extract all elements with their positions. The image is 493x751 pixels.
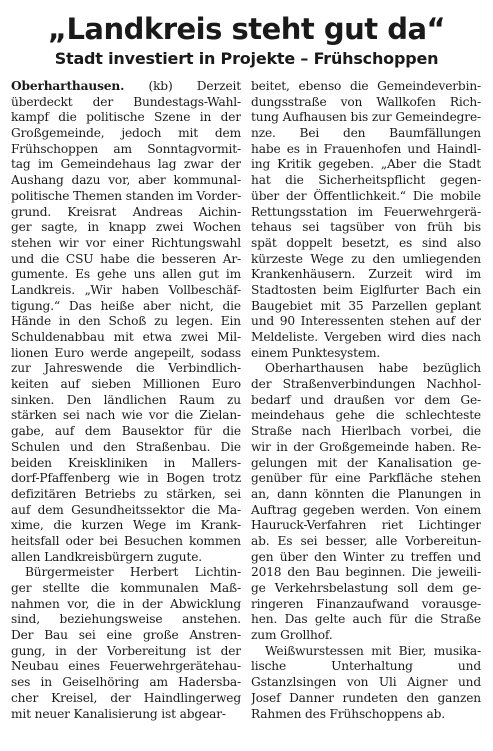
text-line: stärken sei nach wie vor die Zielan- [11, 408, 241, 423]
text-line: Josef Danner rundeten den ganzen [251, 690, 481, 705]
text-line: Neubau eines Feuerwehrgerätehau- [11, 659, 241, 674]
text-line: gumente. Es gehe uns allen gut im [11, 267, 241, 282]
text-line: ge Verkehrsbelastung soll dem ge- [251, 581, 481, 595]
text-line: tehaus sei tagsüber von früh bis [251, 220, 481, 235]
text-line: Bürgermeister Herbert Lichtin- [25, 565, 241, 580]
text-line: mit neuer Kanalisierung ist abgear- [11, 706, 226, 721]
text-line: Der Bau sei eine große Anstren- [11, 628, 241, 643]
text-line: Aushang dazu vor, aber kommunal- [11, 173, 241, 188]
text-line: ger stellte die kommunalen Maß- [11, 581, 241, 595]
text-line: Hauruck-Verfahren riet Lichtinger [251, 518, 481, 533]
left-column [11, 79, 241, 722]
text-line: zur Jahreswende die Verbindlich- [11, 361, 241, 376]
text-line: Großgemeinde, jedoch mit dem [11, 126, 241, 141]
text-line: zum Grollhof. [251, 628, 333, 643]
text-line: und 90 Interessenten stehen auf der [251, 314, 481, 329]
text-line: kürzeste Wege zu den umliegenden [251, 251, 481, 266]
text-line: cher Kreisel, der Haindlingerweg [11, 690, 241, 705]
text-line [11, 79, 241, 95]
text-line: über der Öffentlichkeit.“ Die mobile [251, 188, 481, 203]
text-line: stehen wir vor einer Richtungswahl [11, 235, 241, 250]
text-line: überdeckt der Bundestags-Wahl- [11, 94, 241, 109]
text-line: gung, in der Vorbereitung ist der [11, 643, 241, 658]
text-line: ses in Geiselhöring am Hadersba- [11, 675, 241, 690]
text-line: einem Punktesystem. [251, 345, 381, 360]
text-line: spät doppelt besetzt, es sind also [251, 235, 481, 250]
text-line: grund. Kreisrat Andreas Aichin- [11, 204, 241, 219]
text-line: Schulen und den Straßenbau. Die [11, 439, 241, 454]
text-line: dorf-Pfaffenberg wie in Bogen trotz [11, 471, 241, 486]
text-line: Frühschoppen am Sonntagvormit- [11, 141, 241, 156]
text-line: heitsfall oder bei Besuchen kommen [11, 533, 241, 548]
text-line: Oberharthausen habe bezüglich [265, 361, 481, 376]
text-line: nze. Bei den Baumfällungen [251, 126, 481, 141]
text-line: und die CSU habe die besseren Ar- [11, 251, 241, 266]
text-line: xime, die kurzen Wege im Krank- [11, 518, 241, 533]
text-line: auf dem Gesundheitssektor die Ma- [11, 502, 241, 517]
text-line: genüber für eine Parkfläche stehen [251, 471, 481, 486]
text-line: hen. Das gelte auch für die Straße [251, 612, 481, 627]
text-line: lionen Euro werde angepeilt, sodass [11, 345, 241, 360]
text-line: ger sagte, in knapp zwei Wochen [11, 220, 241, 235]
text-line: Straße nach Hierlbach vorbei, die [251, 424, 481, 439]
text-line: ing Kritik gegeben. „Aber die Stadt [251, 157, 481, 172]
text-line: beiden Kreiskliniken in Mallers- [11, 455, 241, 470]
text-line: tung Aufhausen bis zur Gemeindegre- [251, 110, 481, 125]
text-line: an, dann könnten die Planungen in [251, 486, 481, 501]
text-line: wir in der Großgemeinde haben. Re- [251, 439, 481, 454]
text-line: lische Unterhaltung und [251, 659, 481, 674]
text-line: nahmen vor, die in der Abwicklung [11, 596, 241, 611]
text-line: Rahmen des Frühschoppens ab. [251, 706, 445, 721]
text-line: allen Landkreisbürgern zugute. [11, 549, 203, 564]
text-line: bedarf und draußen vor dem Ge- [251, 392, 481, 407]
text-line: keiten auf sieben Millionen Euro [11, 377, 241, 392]
text-line: sind, beziehungsweise anstehen. [11, 612, 241, 627]
text-line: dungsstraße von Wallkofen Rich- [251, 94, 481, 109]
text-line: sinken. Den ländlichen Raum zu [11, 392, 241, 407]
text-line: kampf die politische Szene in der [11, 110, 241, 125]
text-line: Hände in den Schoß zu legen. Ein [11, 314, 241, 329]
text-line: tag im Gemeindehaus lag zwar der [11, 157, 241, 172]
text-line: Landkreis. „Wir haben Vollbeschäf- [11, 282, 241, 297]
text-line: defizitären Betriebs zu stärken, sei [11, 486, 241, 501]
text-line: Meldeliste. Vergeben wird dies nach [251, 330, 481, 344]
text-line: meindehaus gehe die schlechteste [251, 408, 481, 423]
dateline: Oberharthausen. [11, 79, 125, 93]
text-line: hat die Sicherheitspflicht gegen- [251, 173, 481, 188]
text-line: beitet, ebenso die Gemeindeverbin- [251, 79, 481, 93]
text-line: Baugebiet mit 35 Parzellen geplant [251, 298, 481, 313]
text-line: Auftrag gegeben werden. Von einem [251, 502, 481, 517]
text-line: Stadtosten beim Eiglfurter Bach ein [251, 282, 481, 297]
text-line: Krankenhäusern. Zurzeit wird im [251, 267, 481, 282]
right-column [251, 79, 481, 722]
text-line: ringeren Finanzaufwand vorausge- [251, 596, 481, 611]
text-line: gabe, auf dem Bausektor für die [11, 424, 241, 439]
article-headline: „Landkreis steht gut da“ [47, 12, 446, 46]
article-subheadline: Stadt investiert in Projekte – Frühschoppen [54, 49, 439, 68]
text-run: (kb) Derzeit [124, 79, 241, 93]
text-line: politische Themen standen im Vorder- [11, 188, 241, 203]
text-line: Schuldenabbau mit etwa zwei Mil- [11, 330, 241, 344]
text-line: tigung.“ Das heiße aber nicht, die [11, 298, 241, 313]
text-line: gen über den Winter zu treffen und [251, 549, 481, 564]
text-line: ab. Es sei besser, alle Vorbereitun- [251, 533, 481, 548]
text-line: Gstanzlsingen von Uli Aigner und [251, 675, 481, 690]
text-line: der Straßenverbindungen Nachhol- [251, 377, 481, 392]
article-body [11, 79, 482, 722]
text-line: Rettungsstation im Feuerwehrgerä- [251, 204, 481, 219]
text-line: gelungen mit der Kanalisation ge- [251, 455, 481, 470]
text-line: Weißwurstessen mit Bier, musika- [265, 643, 481, 658]
text-line: habe es in Frauenhofen und Haindl- [251, 141, 481, 156]
text-line: 2018 den Bau beginnen. Die jeweili- [251, 565, 481, 580]
